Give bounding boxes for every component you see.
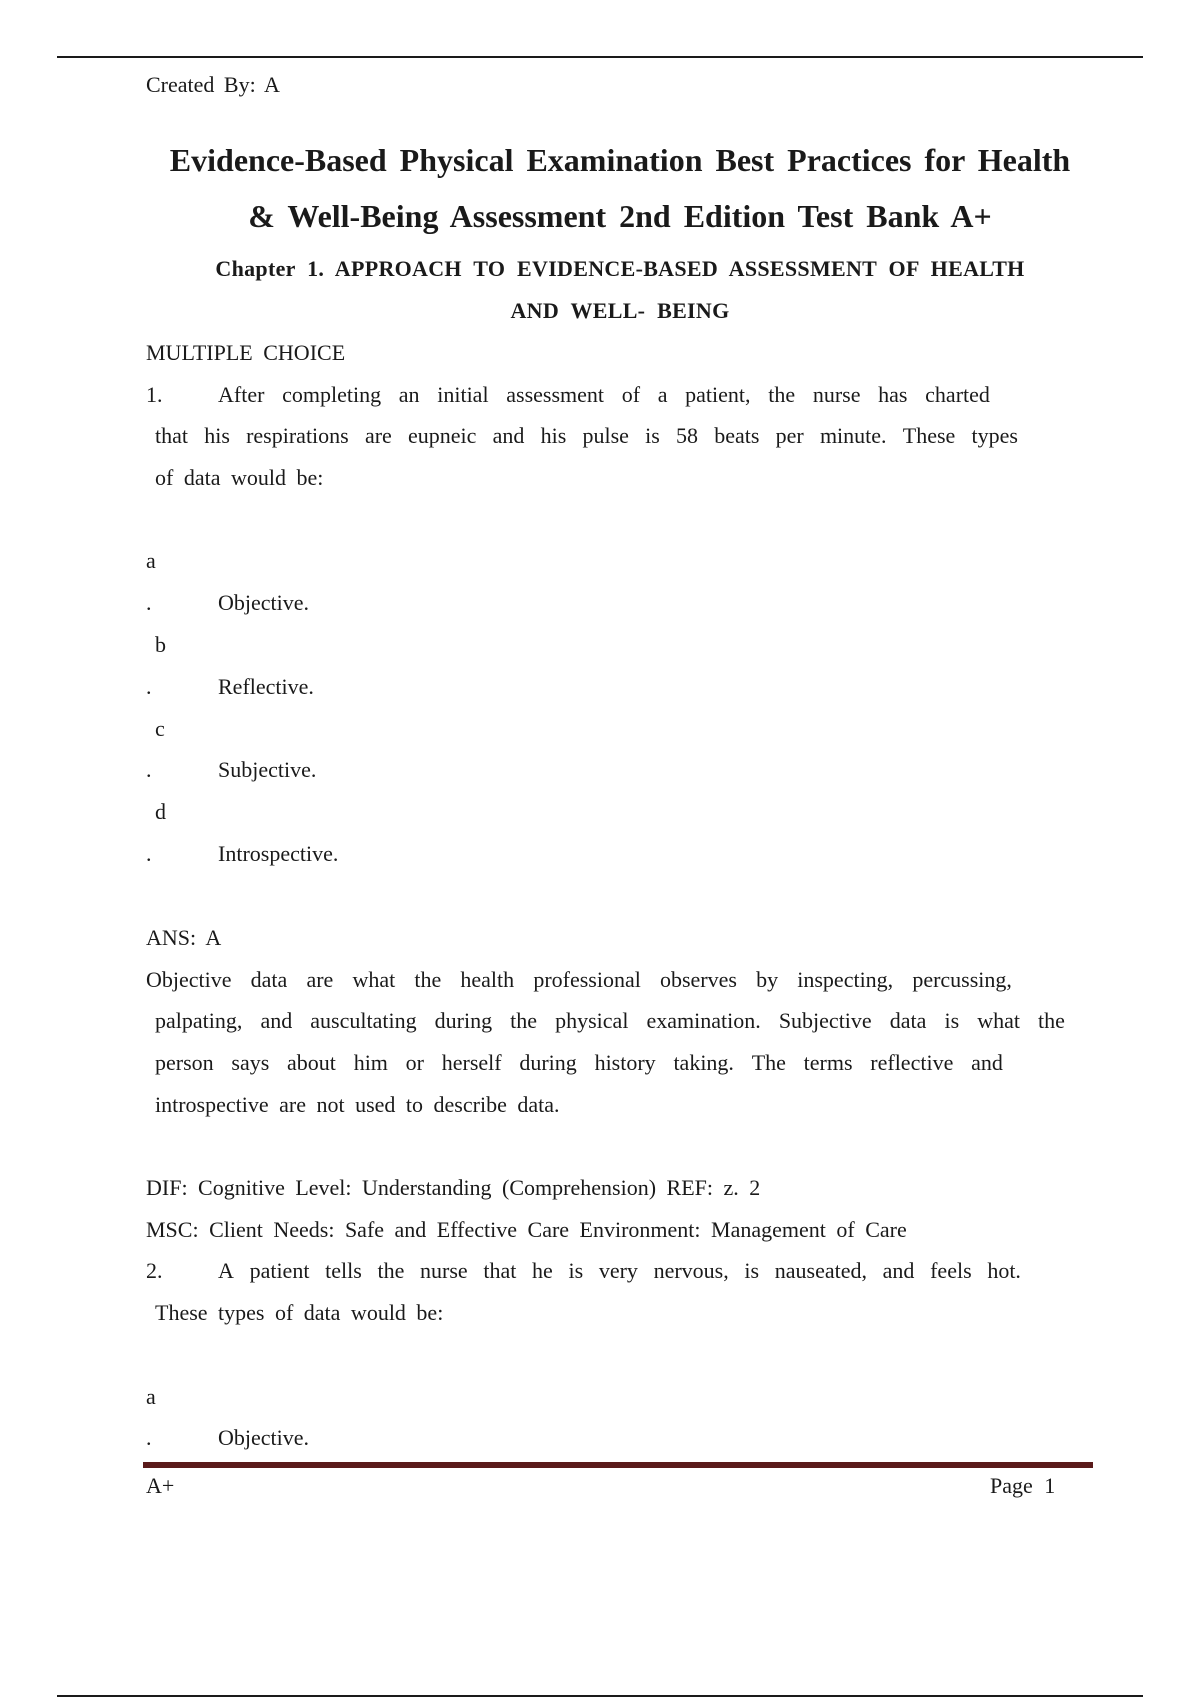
rationale-line-4: introspective are not used to describe data. [155,1092,560,1117]
option-letter: c [155,716,165,741]
option-letter: b [155,632,166,657]
word: tells [325,1258,362,1283]
word: The [751,1050,786,1075]
word: are [364,423,392,448]
word: health [460,967,515,992]
word: terms [803,1050,853,1075]
question-1-line-1 [218,382,990,408]
word: are [306,967,334,992]
word: that [155,423,188,448]
question-2-line-2: These types of data would be: [155,1300,444,1325]
rationale-line-2 [155,1008,1065,1034]
word: what [977,1008,1020,1033]
word: and [492,423,525,448]
page-number: Page 1 [990,1473,1056,1498]
word: and [882,1258,915,1283]
word: the [510,1008,538,1033]
word: feels [930,1258,972,1283]
option-letter: a [146,548,156,573]
word: about [287,1050,336,1075]
option-text: Reflective. [218,674,314,699]
msc-client-needs: MSC: Client Needs: Safe and Effective Care Environment: Management of Care [146,1217,907,1242]
footer-left: A+ [146,1473,175,1498]
question-1-line-2 [155,423,1018,449]
bottom-rule [57,1695,1143,1697]
option-text: Objective. [218,1425,310,1450]
word: Objective [146,967,232,992]
document-title-line-1: Evidence-Based Physical Examination Best Practices for Health [169,142,1071,178]
word: charted [925,382,990,407]
word: during [519,1050,577,1075]
chapter-heading-line-2: AND WELL- BEING [510,298,730,323]
footer-rule [143,1462,1093,1468]
word: his [540,423,567,448]
chapter-heading-line-1: Chapter 1. APPROACH TO EVIDENCE-BASED ASSESSMENT OF HEALTH [215,256,1025,281]
word: is [944,1008,960,1033]
option-dot: . [146,590,152,615]
word: the [768,382,796,407]
word: very [598,1258,638,1283]
word: eupneic [408,423,477,448]
word: per [775,423,804,448]
word: and [260,1008,293,1033]
word: beats [714,423,760,448]
word: nervous, [653,1258,729,1283]
created-by: Created By: A [146,72,280,97]
word: professional [533,967,641,992]
word: an [398,382,420,407]
word: is [568,1258,584,1283]
word: that [483,1258,517,1283]
word: examination. [646,1008,761,1033]
word: he [532,1258,553,1283]
word: is [744,1258,760,1283]
word: completing [282,382,382,407]
word: a [657,382,668,407]
word: These [902,423,956,448]
word: patient [249,1258,310,1283]
answer: ANS: A [146,925,222,950]
question-1-line-3: of data would be: [155,465,324,490]
word: history [594,1050,656,1075]
word: reflective [870,1050,954,1075]
word: assessment [506,382,605,407]
difficulty-ref: DIF: Cognitive Level: Understanding (Comprehension) REF: z. 2 [146,1175,761,1200]
word: says [231,1050,270,1075]
word: observes [659,967,737,992]
word: minute. [819,423,887,448]
question-1-number: 1. [146,382,163,407]
word: is [645,423,660,448]
top-rule [57,56,1143,58]
question-2-number: 2. [146,1258,163,1283]
word: pulse [582,423,629,448]
word: hot. [987,1258,1021,1283]
word: nauseated, [774,1258,867,1283]
word: data [250,967,288,992]
word: the [414,967,442,992]
section-label: MULTIPLE CHOICE [146,340,346,365]
word: person [155,1050,214,1075]
word: the [1038,1008,1065,1033]
word: After [218,382,265,407]
option-dot: . [146,674,152,699]
word: of [621,382,641,407]
question-2-line-1 [218,1258,1021,1284]
word: his [204,423,230,448]
rationale-line-3 [155,1050,1003,1076]
word: inspecting, [797,967,894,992]
word: by [756,967,779,992]
word: taking. [673,1050,734,1075]
word: patient, [685,382,751,407]
option-dot: . [146,757,152,782]
option-dot: . [146,841,152,866]
word: respirations [246,423,349,448]
option-text: Introspective. [218,841,339,866]
word: and [971,1050,1003,1075]
word: physical [555,1008,629,1033]
word: initial [437,382,489,407]
word: data [889,1008,927,1033]
word: during [434,1008,493,1033]
word: Subjective [778,1008,872,1033]
rationale-line-1 [146,967,1012,993]
option-letter: d [155,799,166,824]
word: what [352,967,396,992]
option-letter: a [146,1384,156,1409]
word: palpating, [155,1008,243,1033]
option-dot: . [146,1425,152,1450]
option-text: Objective. [218,590,310,615]
word: nurse [812,382,861,407]
word: types [971,423,1018,448]
word: 58 [676,423,699,448]
word: herself [441,1050,502,1075]
word: him [353,1050,388,1075]
word: has [878,382,908,407]
document-title-line-2: & Well-Being Assessment 2nd Edition Test Bank A+ [248,198,992,234]
word: or [405,1050,424,1075]
word: auscultating [310,1008,417,1033]
option-text: Subjective. [218,757,317,782]
word: A [218,1258,234,1283]
word: nurse [420,1258,468,1283]
word: the [377,1258,405,1283]
word: percussing, [912,967,1012,992]
